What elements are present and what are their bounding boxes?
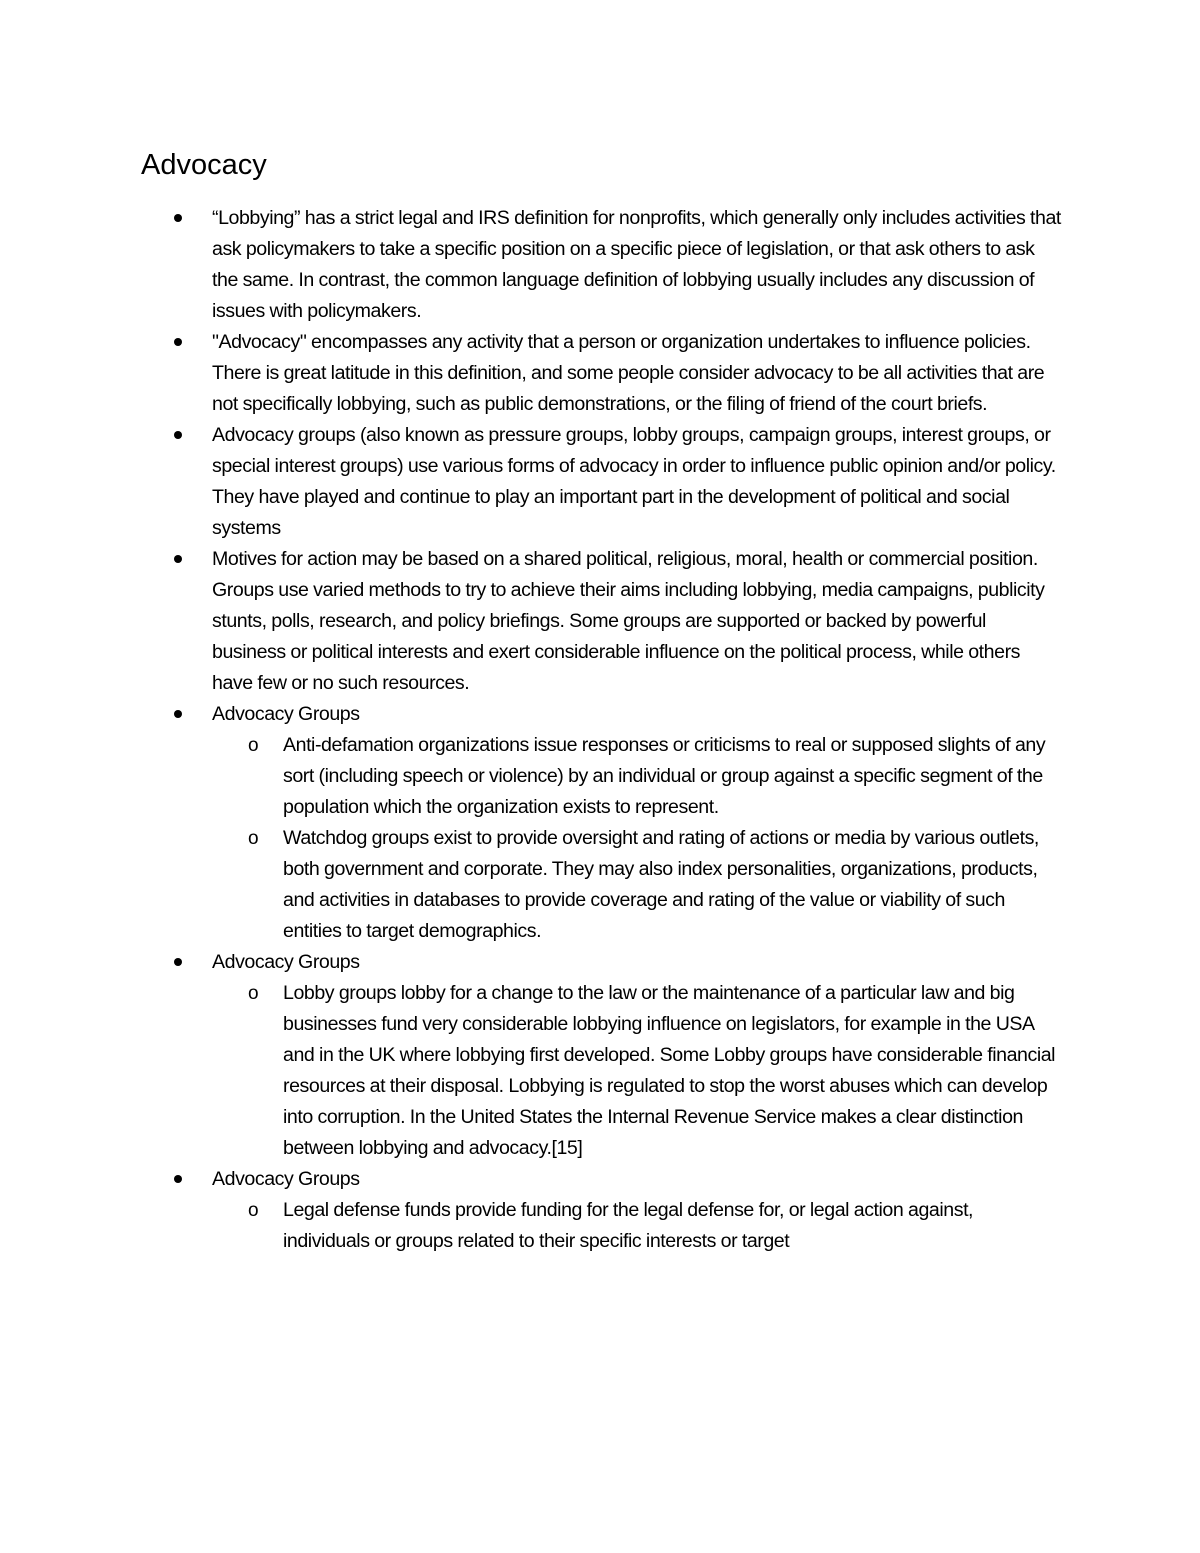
bullet-list	[0, 203, 1200, 1257]
sub-list-item	[0, 1195, 1063, 1257]
sub-bullet-list	[212, 978, 1062, 1164]
list-item-text: Advocacy Groups	[212, 1168, 360, 1190]
sub-list-item-text: Lobby groups lobby for a change to the law or the maintenance of a particular law and big businesses fund very considerable lobbying influence on legislators, for example in the USA and in the UK where lobbying first developed. Some Lobby groups have considerable financial resources at their disposal. Lobbying is regulated to stop the worst abuses which can develop into corruption. In the United States the Internal Revenue Service makes a clear distinction between lobbying and advocacy.[15]	[283, 982, 1056, 1159]
sub-bullet-list	[212, 730, 1062, 947]
list-item-text: “Lobbying” has a strict legal and IRS definition for nonprofits, which generally only includes activities that ask policymakers to take a specific position on a specific piece of legislation, or that ask others to ask the same. In contrast, the common language definition of lobbying usually includes any discussion of issues with policymakers.	[212, 207, 1061, 322]
list-item-text: Advocacy Groups	[212, 703, 360, 725]
sub-list-item	[0, 978, 1063, 1164]
circle-bullet-icon: o	[248, 1200, 259, 1221]
list-item	[0, 544, 1062, 699]
sub-list-item-text: Watchdog groups exist to provide oversight and rating of actions or media by various outlets, both government and corporate. They may also index personalities, organizations, products, and activities in databases to provide coverage and rating of the value or viability of such entities to target demographics.	[283, 827, 1039, 942]
sub-list-item	[0, 730, 1063, 823]
bullet-icon	[174, 958, 182, 966]
bullet-icon	[174, 555, 182, 563]
bullet-icon	[174, 431, 182, 439]
list-item	[0, 699, 1062, 947]
bullet-icon	[174, 214, 182, 222]
sub-list-item-text: Legal defense funds provide funding for the legal defense for, or legal action against, individuals or groups related to their specific interests or target	[283, 1199, 974, 1252]
list-item	[0, 420, 1062, 544]
page-title: Advocacy	[141, 149, 267, 181]
list-item-text: Advocacy Groups	[212, 951, 360, 973]
sub-list-item-text: Anti-defamation organizations issue responses or criticisms to real or supposed slights of any sort (including speech or violence) by an individual or group against a specific segment of the population which the organization exists to represent.	[283, 734, 1046, 818]
bullet-icon	[174, 710, 182, 718]
bullet-icon	[174, 338, 182, 346]
list-item-text: "Advocacy" encompasses any activity that a person or organization undertakes to influence policies. There is great latitude in this definition, and some people consider advocacy to be all activities that are not specifically lobbying, such as public demonstrations, or the filing of friend of the court briefs.	[212, 331, 1045, 415]
list-item-text: Motives for action may be based on a shared political, religious, moral, health or commercial position. Groups use varied methods to try to achieve their aims including lobbying, media campaigns, publicity stunts, polls, research, and policy briefings. Some groups are supported or backed by powerful business or political interests and exert considerable influence on the political process, while others have few or no such resources.	[212, 548, 1045, 694]
circle-bullet-icon: o	[248, 828, 259, 849]
list-item	[0, 947, 1062, 1164]
sub-bullet-list	[212, 1195, 1062, 1257]
document-body	[0, 203, 1200, 1257]
list-item-text: Advocacy groups (also known as pressure groups, lobby groups, campaign groups, interest groups, or special interest groups) use various forms of advocacy in order to influence public opinion and/or policy. They have played and continue to play an important part in the development of political and social systems	[212, 424, 1056, 539]
sub-list-item	[0, 823, 1063, 947]
list-item	[0, 203, 1062, 327]
circle-bullet-icon: o	[248, 735, 259, 756]
list-item	[0, 327, 1062, 420]
circle-bullet-icon: o	[248, 983, 259, 1004]
bullet-icon	[174, 1175, 182, 1183]
list-item	[0, 1164, 1062, 1257]
